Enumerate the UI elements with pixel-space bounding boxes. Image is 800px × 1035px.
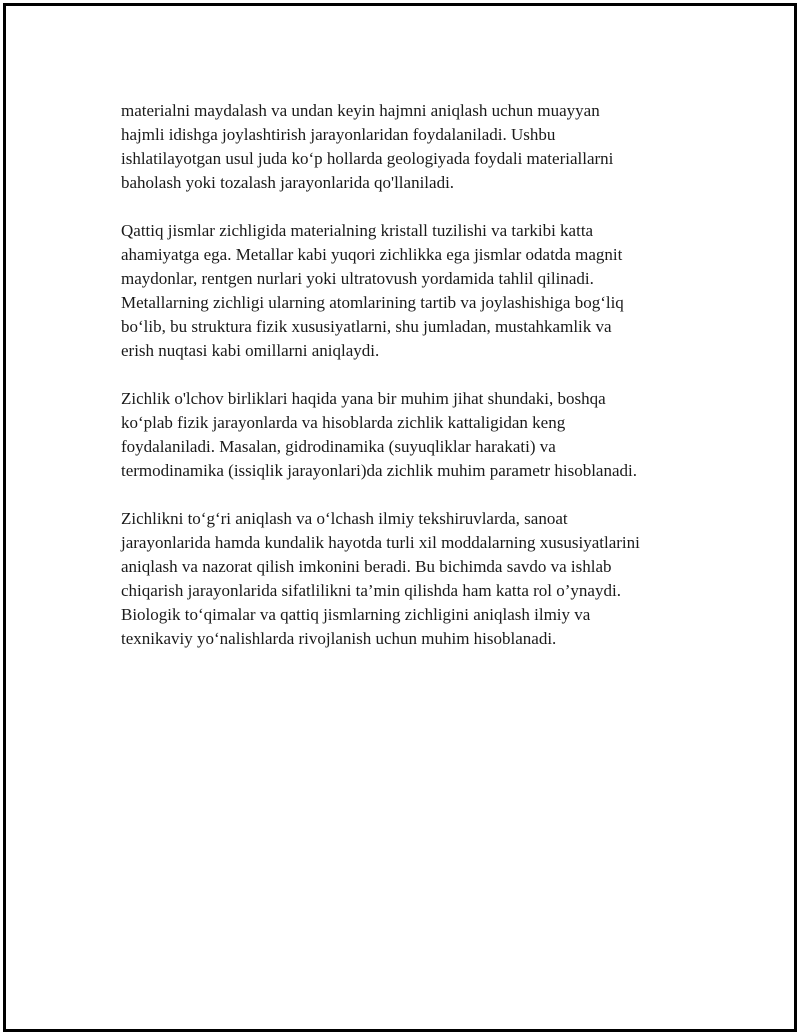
text-line: bo‘lib, bu struktura fizik xususiyatlarni, shu jumladan, mustahkamlik va [121,317,612,336]
text-line: Zichlik o'lchov birliklari haqida yana bir muhim jihat shundaki, boshqa [121,389,606,408]
text-line: ahamiyatga ega. Metallar kabi yuqori zichlikka ega jismlar odatda magnit [121,245,623,264]
text-line: Biologik to‘qimalar va qattiq jismlarning zichligini aniqlash ilmiy va [121,605,591,624]
text-line: ko‘plab fizik jarayonlarda va hisoblarda zichlik kattaligidan keng [121,413,566,432]
text-line: termodinamika (issiqlik jarayonlari)da zichlik muhim parametr hisoblanadi. [121,461,637,480]
text-line: erish nuqtasi kabi omillarni aniqlaydi. [121,341,380,360]
document-body [121,99,701,675]
text-line: foydalaniladi. Masalan, gidrodinamika (suyuqliklar harakati) va [121,437,556,456]
text-line: hajmli idishga joylashtirish jarayonlaridan foydalaniladi. Ushbu [121,125,556,144]
text-line: Qattiq jismlar zichligida materialning kristall tuzilishi va tarkibi katta [121,221,594,240]
paragraph-1 [121,99,701,195]
paragraph-2 [121,219,701,363]
paragraph-4 [121,507,701,651]
text-line: baholash yoki tozalash jarayonlarida qo'llaniladi. [121,173,455,192]
text-line: aniqlash va nazorat qilish imkonini beradi. Bu bichimda savdo va ishlab [121,557,612,576]
text-line: materialni maydalash va undan keyin hajmni aniqlash uchun muayyan [121,101,600,120]
text-line: Zichlikni to‘g‘ri aniqlash va o‘lchash ilmiy tekshiruvlarda, sanoat [121,509,568,528]
text-line: chiqarish jarayonlarida sifatlilikni ta’min qilishda ham katta rol o’ynaydi. [121,581,621,600]
paragraph-3 [121,387,701,483]
text-line: ishlatilayotgan usul juda ko‘p hollarda geologiyada foydali materiallarni [121,149,614,168]
text-line: jarayonlarida hamda kundalik hayotda turli xil moddalarning xususiyatlarini [121,533,640,552]
text-line: Metallarning zichligi ularning atomlarining tartib va joylashishiga bog‘liq [121,293,624,312]
text-line: texnikaviy yo‘nalishlarda rivojlanish uchun muhim hisoblanadi. [121,629,557,648]
text-line: maydonlar, rentgen nurlari yoki ultratovush yordamida tahlil qilinadi. [121,269,594,288]
page-frame [3,3,797,1032]
